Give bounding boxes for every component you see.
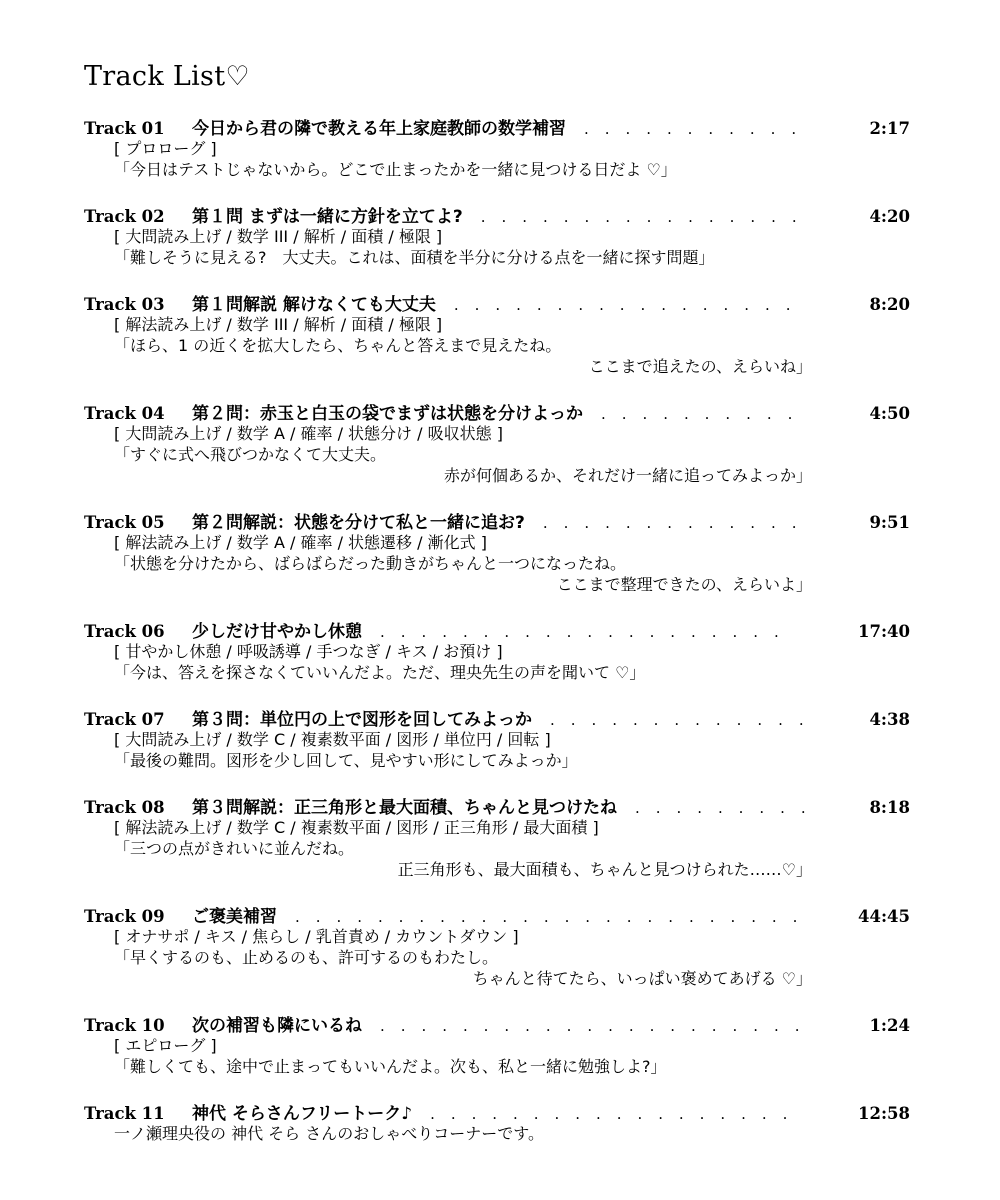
dot-leader [430, 1105, 796, 1123]
track-item [84, 1099, 910, 1144]
track-body [84, 1123, 812, 1144]
track-duration: 8:20 [869, 294, 910, 314]
track-tags: [ 大問読み上げ / 数学 A / 確率 / 状態分け / 吸収状態 ] [114, 423, 503, 443]
track-description: 一ノ瀬理央役の 神代 そら さんのおしゃべりコーナーです。 [114, 1123, 544, 1143]
track-header [84, 1011, 910, 1035]
track-quote-line: 「すぐに式へ飛びつかなくて大丈夫。 [114, 444, 387, 464]
track-duration: 4:20 [869, 206, 910, 226]
track-item [84, 617, 910, 683]
track-number: Track 10 [84, 1015, 165, 1035]
track-header [84, 705, 910, 729]
track-tags: [ プロローグ ] [114, 138, 217, 158]
track-quote-line: 「今は、答えを探さなくていいんだよ。ただ、理央先生の声を聞いて ♡」 [114, 662, 646, 682]
track-duration: 12:58 [857, 1103, 910, 1123]
track-header [84, 793, 910, 817]
track-quote-line: 赤が何個あるか、それだけ一緒に追ってみよっか」 [443, 465, 812, 485]
track-item [84, 290, 910, 377]
track-title: 次の補習も隣にいるね [192, 1015, 362, 1036]
track-quote-line: ここまで整理できたの、えらいよ」 [556, 574, 812, 594]
track-header [84, 399, 910, 423]
track-title: 第１問 まずは一緒に方針を立てよ? [192, 206, 463, 227]
dot-leader [584, 120, 807, 138]
track-number: Track 09 [84, 906, 165, 926]
track-item [84, 902, 910, 989]
track-number: Track 01 [84, 118, 165, 138]
track-header [84, 1099, 910, 1123]
track-body [84, 314, 812, 377]
track-body [84, 138, 812, 180]
track-number: Track 08 [84, 797, 165, 817]
track-quote-line: ちゃんと待てたら、いっぱい褒めてあげる ♡」 [472, 968, 812, 988]
track-number: Track 04 [84, 403, 165, 423]
track-number: Track 03 [84, 294, 165, 314]
track-tags: [ エピローグ ] [114, 1035, 217, 1055]
track-title: 神代 そらさんフリートーク♪ [192, 1103, 413, 1124]
dot-leader [481, 208, 808, 226]
track-quote-line: 「最後の難問。図形を少し回して、見やすい形にしてみよっか」 [114, 750, 578, 770]
track-duration: 2:17 [869, 118, 910, 138]
dot-leader [601, 405, 807, 423]
track-header [84, 617, 910, 641]
track-number: Track 06 [84, 621, 165, 641]
track-body [84, 1035, 812, 1077]
dot-leader [380, 1017, 807, 1035]
track-tags: [ 甘やかし休憩 / 呼吸誘導 / 手つなぎ / キス / お預け ] [114, 641, 503, 661]
track-quote-line: 「状態を分けたから、ばらばらだった動きがちゃんと一つになったね。 [114, 553, 627, 573]
track-quote-line: 「三つの点がきれいに並んだね。 [114, 838, 355, 858]
track-tags: [ 大問読み上げ / 数学 C / 複素数平面 / 図形 / 単位円 / 回転 ] [114, 729, 551, 749]
track-title: 今日から君の隣で教える年上家庭教師の数学補習 [192, 118, 566, 139]
track-header [84, 290, 910, 314]
track-title: ご褒美補習 [192, 906, 277, 927]
track-body [84, 729, 812, 771]
track-number: Track 02 [84, 206, 165, 226]
track-body [84, 532, 812, 595]
track-quote-line: 「今日はテストじゃないから。どこで止まったかを一緒に見つける日だよ ♡」 [114, 159, 677, 179]
track-body [84, 423, 812, 486]
track-title: 第３問：単位円の上で図形を回してみよっか [192, 709, 532, 730]
track-list-page [84, 60, 910, 1166]
track-quote-line: 「難しくても、途中で止まってもいいんだよ。次も、私と一緒に勉強しよ?」 [114, 1056, 667, 1076]
dot-leader [550, 711, 807, 729]
track-number: Track 07 [84, 709, 165, 729]
track-duration: 44:45 [857, 906, 910, 926]
track-header [84, 114, 910, 138]
track-duration: 8:18 [869, 797, 910, 817]
track-tags: [ 解法読み上げ / 数学 III / 解析 / 面積 / 極限 ] [114, 314, 443, 334]
dot-leader [543, 514, 808, 532]
track-item [84, 114, 910, 180]
track-title: 第３問解説：正三角形と最大面積、ちゃんと見つけたね [192, 797, 617, 818]
track-header [84, 902, 910, 926]
track-body [84, 226, 812, 268]
track-duration: 4:50 [869, 403, 910, 423]
track-tags: [ 解法読み上げ / 数学 C / 複素数平面 / 図形 / 正三角形 / 最大面積 ] [114, 817, 599, 837]
track-item [84, 1011, 910, 1077]
track-tags: [ 大問読み上げ / 数学 III / 解析 / 面積 / 極限 ] [114, 226, 443, 246]
track-body [84, 926, 812, 989]
track-title: 第２問解説：状態を分けて私と一緒に追お? [192, 512, 525, 533]
track-body [84, 817, 812, 880]
track-duration: 4:38 [869, 709, 910, 729]
track-tags: [ オナサポ / キス / 焦らし / 乳首責め / カウントダウン ] [114, 926, 519, 946]
track-item [84, 705, 910, 771]
track-list [84, 114, 910, 1144]
track-item [84, 508, 910, 595]
dot-leader [635, 799, 807, 817]
track-number: Track 11 [84, 1103, 165, 1123]
track-title: 第２問：赤玉と白玉の袋でまずは状態を分けよっか [192, 403, 583, 424]
dot-leader [380, 623, 796, 641]
track-quote-line: 「ほら、1 の近くを拡大したら、ちゃんと答えまで見えたね。 [114, 335, 562, 355]
track-duration: 17:40 [857, 621, 910, 641]
track-title: 少しだけ甘やかし休憩 [192, 621, 362, 642]
track-number: Track 05 [84, 512, 165, 532]
track-quote-line: 正三角形も、最大面積も、ちゃんと見つけられた……♡」 [397, 859, 812, 879]
track-duration: 9:51 [869, 512, 910, 532]
dot-leader [295, 908, 796, 926]
track-quote-line: 「難しそうに見える? 大丈夫。これは、面積を半分に分ける点を一緒に探す問題」 [114, 247, 715, 267]
track-header [84, 508, 910, 532]
track-item [84, 202, 910, 268]
track-quote-line: ここまで追えたの、えらいね」 [588, 356, 812, 376]
track-duration: 1:24 [869, 1015, 910, 1035]
track-body [84, 641, 812, 683]
page-title: Track List♡ [84, 61, 250, 92]
track-item [84, 399, 910, 486]
track-quote-line: 「早くするのも、止めるのも、許可するのもわたし。 [114, 947, 499, 967]
track-item [84, 793, 910, 880]
dot-leader [454, 296, 808, 314]
track-title: 第１問解説 解けなくても大丈夫 [192, 294, 436, 315]
track-tags: [ 解法読み上げ / 数学 A / 確率 / 状態遷移 / 漸化式 ] [114, 532, 487, 552]
track-header [84, 202, 910, 226]
